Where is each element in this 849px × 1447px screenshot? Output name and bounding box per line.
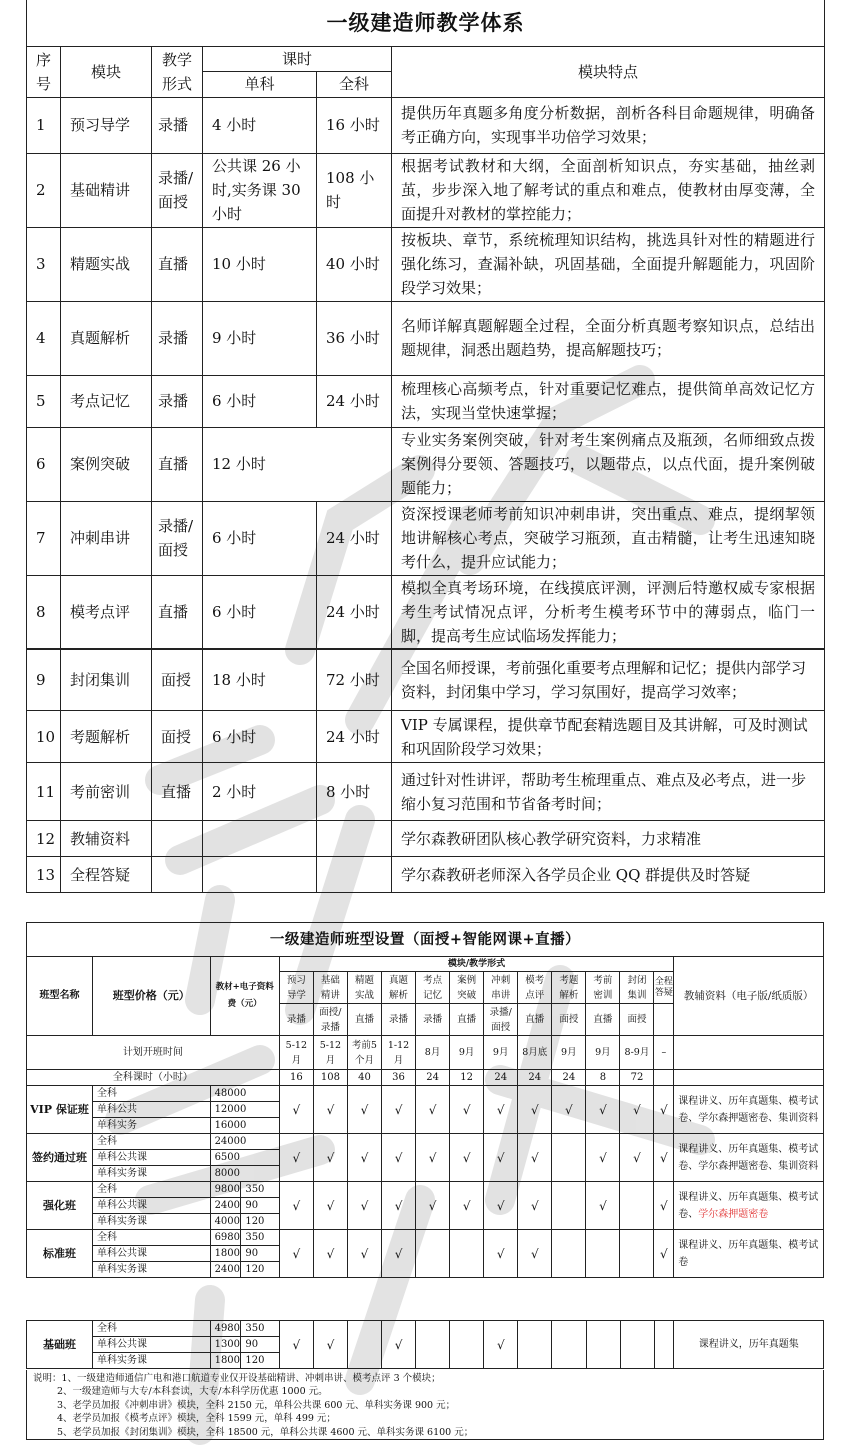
class-fee: 120: [241, 1214, 279, 1230]
module-name: 考点记忆: [416, 972, 450, 1004]
check-mark: [620, 1182, 654, 1230]
row-all: 40 小时: [317, 227, 392, 301]
check-mark: √: [450, 1086, 484, 1134]
check-mark: [518, 1321, 552, 1369]
module-form: 录播: [279, 1004, 313, 1036]
class-price: 12000: [210, 1102, 279, 1118]
row-module: 真题解析: [61, 301, 152, 375]
teaching-system-title: 一级建造师教学体系: [27, 0, 825, 46]
class-fee: 350: [241, 1321, 279, 1337]
module-form: 录播: [416, 1004, 450, 1036]
module-hours: 108: [313, 1070, 347, 1086]
row-feature: 根据考试教材和大纲，全面剖析知识点，夯实基础，抽丝剥茧，步步深入地了解考试的重点和难点，使教材由厚变薄，全面提升对教材的掌控能力；: [392, 153, 825, 227]
module-form: 直播: [347, 1004, 381, 1036]
module-form: 面授/录播: [313, 1004, 347, 1036]
check-mark: √: [484, 1182, 518, 1230]
row-single: 2 小时: [203, 763, 317, 821]
class-materials: 课程讲义，历年真题集: [674, 1321, 824, 1369]
class-type: 全科: [92, 1230, 210, 1246]
check-mark: √: [654, 1230, 674, 1278]
row-no: 3: [27, 227, 61, 301]
class-fee: 90: [241, 1337, 279, 1353]
row-no: 7: [27, 501, 61, 575]
class-type: 单科实务课: [92, 1262, 210, 1278]
module-row: [27, 301, 825, 375]
class-price: 16000: [210, 1118, 279, 1134]
row-module: 全程答疑: [61, 857, 152, 893]
notes: [26, 1370, 824, 1440]
row-form: 录播: [152, 97, 203, 153]
check-mark: √: [620, 1134, 654, 1182]
module-hours: 72: [620, 1070, 654, 1086]
module-row: [27, 375, 825, 427]
header-single: 单科: [203, 71, 317, 97]
row-form: 录播/面授: [152, 153, 203, 227]
check-mark: √: [381, 1134, 415, 1182]
row-form: 录播/面授: [152, 501, 203, 575]
module-time: 8月底: [518, 1036, 552, 1070]
check-mark: √: [381, 1182, 415, 1230]
class-name: VIP 保证班: [27, 1086, 93, 1134]
empty-cell: [674, 1036, 824, 1070]
row-feature: 梳理核心高频考点，针对重要记忆难点，提供简单高效记忆方法，实现当堂快速掌握；: [392, 375, 825, 427]
row-all: 24 小时: [317, 375, 392, 427]
class-name: 签约通过班: [27, 1134, 93, 1182]
check-mark: [347, 1321, 381, 1369]
class-price: 4980: [210, 1321, 241, 1337]
module-time: 9月: [450, 1036, 484, 1070]
row-form: 面授: [152, 649, 203, 711]
module-name: 封闭集训: [620, 972, 654, 1004]
row-single: 12 小时: [203, 427, 392, 501]
row-feature: 提供历年真题多角度分析数据，剖析各科目命题规律，明确备考正确方向，实现事半功倍学习效果；: [392, 97, 825, 153]
class-row: [27, 1230, 824, 1246]
row-feature: 名师详解真题解题全过程，全面分析真题考察知识点，总结出题规律，洞悉出题趋势，提高解题技巧；: [392, 301, 825, 375]
module-form: 面授: [552, 1004, 586, 1036]
col-modules: 模块/教学形式: [279, 957, 673, 972]
module-hours: 16: [279, 1070, 313, 1086]
class-price: 1800: [210, 1246, 241, 1262]
check-mark: √: [654, 1182, 674, 1230]
row-module: 模考点评: [61, 575, 152, 649]
row-single: 10 小时: [203, 227, 317, 301]
check-mark: √: [654, 1134, 674, 1182]
row-single: [203, 857, 317, 893]
col-fee: 教材+电子资料费（元）: [210, 957, 279, 1036]
row-all: 24 小时: [317, 711, 392, 763]
module-row: [27, 427, 825, 501]
class-type: 全科: [92, 1134, 210, 1150]
module-time: 9月: [484, 1036, 518, 1070]
module-hours: 8: [586, 1070, 620, 1086]
class-settings-table: [26, 922, 824, 1278]
check-mark: √: [279, 1086, 313, 1134]
row-form: [152, 821, 203, 857]
materials-text: 课程讲义、历年真题集、模考试卷、: [678, 1191, 819, 1220]
class-type: 单科实务课: [92, 1214, 210, 1230]
row-all: 72 小时: [317, 649, 392, 711]
row-module: 考前密训: [61, 763, 152, 821]
module-name: 案例突破: [450, 972, 484, 1004]
check-mark: √: [313, 1321, 347, 1369]
row-no: 13: [27, 857, 61, 893]
row-feature: 学尔森教研老师深入各学员企业 QQ 群提供及时答疑: [392, 857, 825, 893]
row-module: 精题实战: [61, 227, 152, 301]
check-mark: [416, 1230, 450, 1278]
module-hours: 40: [347, 1070, 381, 1086]
check-mark: √: [450, 1134, 484, 1182]
class-fee: 120: [241, 1353, 279, 1369]
module-form: 面授: [620, 1004, 654, 1036]
module-row: [27, 97, 825, 153]
module-hours: 24: [484, 1070, 518, 1086]
row-all: 8 小时: [317, 763, 392, 821]
row-form: 直播: [152, 575, 203, 649]
row-single: 6 小时: [203, 501, 317, 575]
check-mark: √: [586, 1182, 620, 1230]
module-row: [27, 153, 825, 227]
check-mark: √: [518, 1134, 552, 1182]
row-form: [152, 857, 203, 893]
row-all: [317, 857, 392, 893]
check-mark: [586, 1230, 620, 1278]
class-type: 全科: [92, 1182, 210, 1198]
check-mark: √: [654, 1086, 674, 1134]
check-mark: √: [279, 1134, 313, 1182]
row-single: 4 小时: [203, 97, 317, 153]
module-name: 真题解析: [381, 972, 415, 1004]
row-feature: 全国名师授课，考前强化重要考点理解和记忆；提供内部学习资料，封闭集中学习，学习氛围好，提高学习效率；: [392, 649, 825, 711]
class-price: 6500: [210, 1150, 279, 1166]
check-mark: √: [313, 1182, 347, 1230]
row-feature: 资深授课老师考前知识冲刺串讲，突出重点、难点，提纲挈领地讲解核心考点，突破学习瓶颈，直击精髓，让考生迅速知晓考什么，提升应试能力；: [392, 501, 825, 575]
materials-text: 课程讲义、历年真题集、模考试卷、学尔森押题密卷、集训资料: [678, 1143, 819, 1172]
module-time: 9月: [552, 1036, 586, 1070]
class-type: 全科: [92, 1086, 210, 1102]
class-price: 2400: [210, 1198, 241, 1214]
check-mark: √: [620, 1086, 654, 1134]
module-hours: 24: [518, 1070, 552, 1086]
class-type: 单科实务课: [92, 1353, 210, 1369]
class-name: 强化班: [27, 1182, 93, 1230]
row-form: 直播: [152, 227, 203, 301]
check-mark: [450, 1321, 484, 1369]
teaching-system-table: [26, 0, 825, 650]
row-form: 录播: [152, 375, 203, 427]
class-fee: 90: [241, 1246, 279, 1262]
row-all: 108 小时: [317, 153, 392, 227]
check-mark: √: [484, 1230, 518, 1278]
check-mark: [586, 1321, 620, 1369]
row-feature: 通过针对性讲评，帮助考生梳理重点、难点及必考点，进一步缩小复习范围和节省备考时间；: [392, 763, 825, 821]
row-all: 24 小时: [317, 501, 392, 575]
class-name: 标准班: [27, 1230, 93, 1278]
module-time: 1-12月: [381, 1036, 415, 1070]
check-mark: √: [382, 1321, 416, 1369]
module-hours: 12: [450, 1070, 484, 1086]
class-price: 4000: [210, 1214, 241, 1230]
class-price: 48000: [210, 1086, 279, 1102]
row-plan-time: 计划开班时间: [27, 1036, 280, 1070]
row-no: 4: [27, 301, 61, 375]
row-no: 2: [27, 153, 61, 227]
row-module: 教辅资料: [61, 821, 152, 857]
header-hours: 课时: [203, 46, 392, 71]
module-row: [27, 227, 825, 301]
row-all: [317, 821, 392, 857]
class-row: [27, 1182, 824, 1198]
row-no: 6: [27, 427, 61, 501]
row-feature: 学尔森教研团队核心教学研究资料，力求精准: [392, 821, 825, 857]
class-materials: [674, 1230, 824, 1278]
module-row: [27, 763, 825, 821]
module-name: 冲刺串讲: [484, 972, 518, 1004]
class-name: 基础班: [27, 1321, 93, 1369]
check-mark: [620, 1321, 654, 1369]
row-single: 18 小时: [203, 649, 317, 711]
check-mark: [620, 1230, 654, 1278]
check-mark: √: [586, 1086, 620, 1134]
check-mark: √: [279, 1230, 313, 1278]
module-row: [27, 711, 825, 763]
col-price: 班型价格（元）: [92, 957, 210, 1036]
row-feature: 按板块、章节，系统梳理知识结构，挑选具针对性的精题进行强化练习，查漏补缺，巩固基础，全面提升解题能力，巩固阶段学习效果；: [392, 227, 825, 301]
row-form: 直播: [152, 427, 203, 501]
check-mark: √: [279, 1182, 313, 1230]
module-hours: 36: [381, 1070, 415, 1086]
row-single: [203, 821, 317, 857]
row-single: 9 小时: [203, 301, 317, 375]
class-type: 单科公共: [92, 1102, 210, 1118]
module-name: 考前密训: [586, 972, 620, 1004]
class-price: 9800: [210, 1182, 241, 1198]
check-mark: √: [484, 1134, 518, 1182]
check-mark: √: [518, 1230, 552, 1278]
header-features: 模块特点: [392, 46, 825, 97]
row-form: 录播: [152, 301, 203, 375]
class-type: 单科公共课: [92, 1198, 210, 1214]
module-hours: [654, 1070, 674, 1086]
module-form: [654, 1004, 674, 1036]
note-line: 2、一级建造师与大专/本科套读，大专/本科学历优惠 1000 元。: [57, 1386, 328, 1398]
row-module: 预习导学: [61, 97, 152, 153]
row-module: 基础精讲: [61, 153, 152, 227]
check-mark: √: [347, 1230, 381, 1278]
note-line: 5、老学员加报《封闭集训》模块，全科 18500 元，单科公共课 4600 元、单科实务课 6100 元；: [57, 1426, 474, 1438]
class-price: 24000: [210, 1134, 279, 1150]
class-fee: 120: [241, 1262, 279, 1278]
check-mark: √: [313, 1134, 347, 1182]
module-time: 9月: [586, 1036, 620, 1070]
note-line: 说明：1、一级建造师通信广电和港口航道专业仅开设基础精讲、冲刺串讲、模考点评 3 个模块；: [33, 1373, 441, 1384]
check-mark: √: [450, 1182, 484, 1230]
module-time: 5-12月: [279, 1036, 313, 1070]
class-materials: [674, 1182, 824, 1230]
module-name: 考题解析: [552, 972, 586, 1004]
teaching-system-table-continued: [26, 648, 825, 893]
class-materials: [674, 1134, 824, 1182]
row-no: 5: [27, 375, 61, 427]
row-no: 1: [27, 97, 61, 153]
class-type: 全科: [92, 1321, 210, 1337]
row-feature: VIP 专属课程，提供章节配套精选题目及其讲解，可及时测试和巩固阶段学习效果；: [392, 711, 825, 763]
check-mark: √: [416, 1086, 450, 1134]
row-no: 12: [27, 821, 61, 857]
class-row: [27, 1321, 824, 1337]
class-row: [27, 1134, 824, 1150]
module-name: 模考点评: [518, 972, 552, 1004]
check-mark: √: [347, 1086, 381, 1134]
module-row: [27, 649, 825, 711]
class-row: [27, 1086, 824, 1102]
check-mark: √: [518, 1086, 552, 1134]
row-total-hours: 全科课时（小时）: [27, 1070, 280, 1086]
module-form: 直播: [518, 1004, 552, 1036]
note-line: 3、老学员加报《冲刺串讲》模块，全科 2150 元，单科公共课 600 元、单科实务课 900 元；: [57, 1399, 456, 1411]
check-mark: [416, 1321, 450, 1369]
class-price: 1300: [210, 1337, 241, 1353]
row-single: 公共课 26 小时,实务课 30 小时: [203, 153, 317, 227]
note-line: 4、老学员加报《模考点评》模块，全科 1599 元，单科 499 元；: [57, 1413, 336, 1425]
class-price: 2400: [210, 1262, 241, 1278]
check-mark: √: [484, 1321, 518, 1369]
module-row: [27, 501, 825, 575]
check-mark: √: [484, 1086, 518, 1134]
row-feature: 模拟全真考场环境，在线摸底评测，评测后特邀权威专家根据考生考试情况点评，分析考生模考环节中的薄弱点，临门一脚，提高考生应试临场发挥能力；: [392, 575, 825, 649]
row-all: 24 小时: [317, 575, 392, 649]
row-form: 面授: [152, 711, 203, 763]
basic-class-table: [26, 1320, 824, 1369]
module-time: –: [654, 1036, 674, 1070]
row-module: 冲刺串讲: [61, 501, 152, 575]
check-mark: [552, 1230, 586, 1278]
check-mark: √: [347, 1182, 381, 1230]
header-seq: 序号: [27, 46, 61, 97]
module-name: 全程答疑: [654, 972, 674, 1004]
header-all: 全科: [317, 71, 392, 97]
module-time: 5-12月: [313, 1036, 347, 1070]
row-form: 直播: [152, 763, 203, 821]
row-single: 6 小时: [203, 575, 317, 649]
row-no: 8: [27, 575, 61, 649]
module-row: [27, 575, 825, 649]
check-mark: √: [518, 1182, 552, 1230]
row-single: 6 小时: [203, 375, 317, 427]
class-price: 1800: [210, 1353, 241, 1369]
check-mark: √: [313, 1230, 347, 1278]
class-type: 单科实务: [92, 1118, 210, 1134]
check-mark: [552, 1134, 586, 1182]
class-price: 6980: [210, 1230, 241, 1246]
class-settings-title: 一级建造师班型设置（面授+智能网课+直播）: [27, 923, 824, 957]
check-mark: √: [416, 1134, 450, 1182]
empty-cell: [674, 1070, 824, 1086]
module-time: 8-9月: [620, 1036, 654, 1070]
check-mark: √: [347, 1134, 381, 1182]
module-form: 录播: [381, 1004, 415, 1036]
class-materials: [674, 1086, 824, 1134]
row-module: 案例突破: [61, 427, 152, 501]
module-time: 考前5个月: [347, 1036, 381, 1070]
module-name: 基础精讲: [313, 972, 347, 1004]
module-time: 8月: [416, 1036, 450, 1070]
check-mark: [654, 1321, 674, 1369]
row-module: 考题解析: [61, 711, 152, 763]
class-fee: 350: [241, 1182, 279, 1198]
col-class-name: 班型名称: [27, 957, 93, 1036]
materials-text: 课程讲义、历年真题集、模考试卷、学尔森押题密卷、集训资料: [678, 1095, 819, 1124]
module-form: 录播/面授: [484, 1004, 518, 1036]
row-no: 11: [27, 763, 61, 821]
class-type: 单科公共课: [92, 1246, 210, 1262]
class-type: 单科实务课: [92, 1166, 210, 1182]
class-fee: 350: [241, 1230, 279, 1246]
class-price: 8000: [210, 1166, 279, 1182]
check-mark: √: [313, 1086, 347, 1134]
row-all: 36 小时: [317, 301, 392, 375]
class-type: 单科公共课: [92, 1150, 210, 1166]
check-mark: [450, 1230, 484, 1278]
row-feature: 专业实务案例突破，针对考生案例痛点及瓶颈，名师细致点拨案例得分要领、答题技巧，以题带点，以点代面，提升案例破题能力；: [392, 427, 825, 501]
check-mark: √: [416, 1182, 450, 1230]
class-type: 单科公共课: [92, 1337, 210, 1353]
row-no: 9: [27, 649, 61, 711]
module-hours: 24: [416, 1070, 450, 1086]
module-hours: 24: [552, 1070, 586, 1086]
row-no: 10: [27, 711, 61, 763]
module-name: 精题实战: [347, 972, 381, 1004]
check-mark: √: [279, 1321, 313, 1369]
check-mark: √: [381, 1230, 415, 1278]
module-row: [27, 821, 825, 857]
col-materials: 教辅资料（电子版/纸质版）: [674, 957, 824, 1036]
row-single: 6 小时: [203, 711, 317, 763]
check-mark: √: [381, 1086, 415, 1134]
materials-text: 课程讲义、历年真题集、模考试卷: [678, 1239, 819, 1268]
header-form: 教学形式: [152, 46, 203, 97]
check-mark: √: [586, 1134, 620, 1182]
check-mark: [552, 1182, 586, 1230]
materials-highlight: 学尔森押题密卷: [698, 1208, 769, 1220]
module-form: 直播: [586, 1004, 620, 1036]
class-fee: 90: [241, 1198, 279, 1214]
row-module: 考点记忆: [61, 375, 152, 427]
module-form: 直播: [450, 1004, 484, 1036]
header-module: 模块: [61, 46, 152, 97]
row-module: 封闭集训: [61, 649, 152, 711]
check-mark: √: [552, 1086, 586, 1134]
check-mark: [552, 1321, 586, 1369]
module-row: [27, 857, 825, 893]
row-all: 16 小时: [317, 97, 392, 153]
module-name: 预习导学: [279, 972, 313, 1004]
